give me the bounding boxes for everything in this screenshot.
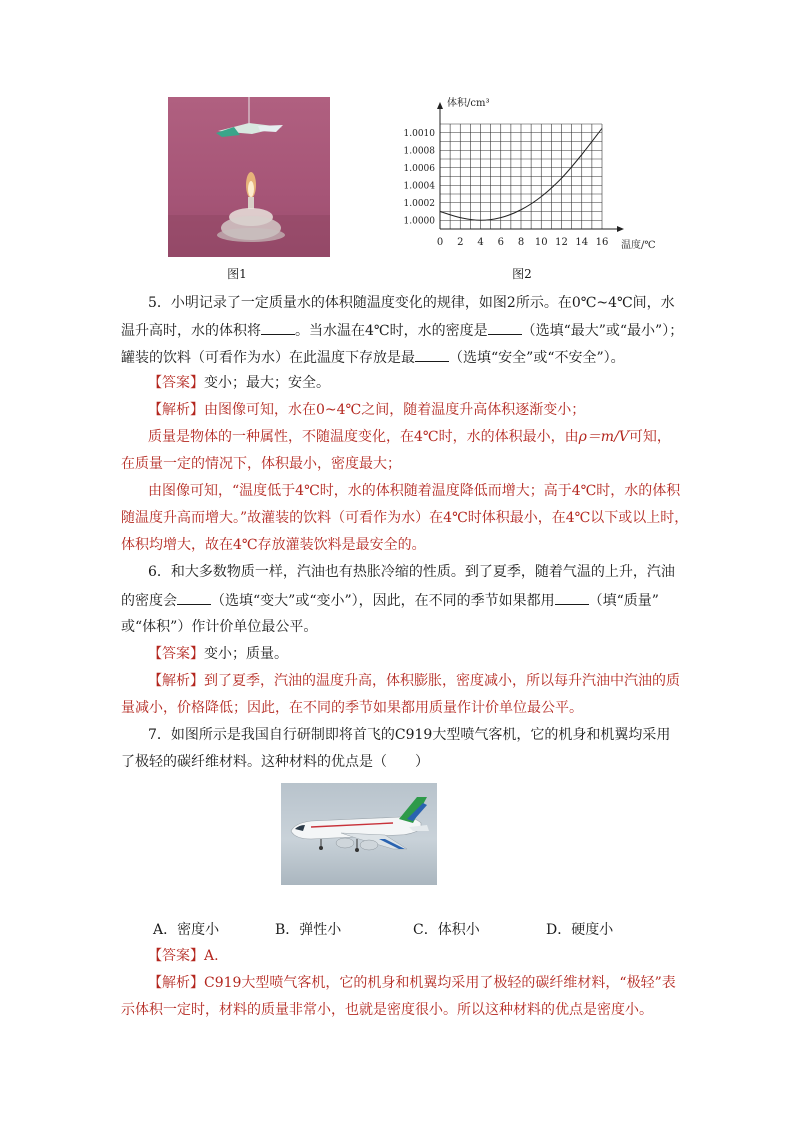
q7-answer — [148, 946, 219, 966]
q6-text: 的密度会 — [121, 593, 177, 609]
q6-analysis-1 — [148, 671, 680, 691]
density-formula: ρ＝m/V — [578, 429, 629, 445]
analysis-text: 质量是物体的一种属性，不随温度变化，在4℃时，水的体积最小，由 — [148, 429, 579, 445]
chart-x-axis-arrow — [617, 226, 624, 232]
answer-text: 变小；质量。 — [204, 646, 288, 662]
chart-x-tick-label: 10 — [534, 237, 548, 248]
answer-text: A. — [204, 948, 219, 964]
chart-x-tick-label: 16 — [595, 237, 609, 248]
option-c: C．体积小 — [413, 922, 480, 938]
answer-text: 变小；最大；安全。 — [204, 375, 330, 391]
q5-analysis-1 — [148, 400, 585, 420]
chart-tick-labels — [404, 129, 609, 248]
answer-tag: 【答案】 — [148, 948, 204, 964]
analysis-text: 可知， — [628, 429, 671, 445]
figure2-caption: 图2 — [512, 267, 532, 281]
answer-blank — [555, 590, 589, 605]
q5-line-2 — [121, 320, 683, 341]
option-b: B．弹性小 — [275, 922, 342, 938]
answer-blank — [177, 590, 211, 605]
q5-text: 罐装的饮料（可看作为水）在此温度下存放是最 — [121, 350, 415, 366]
analysis-tag: 【解析】 — [148, 975, 204, 991]
q5-line-1: 5．小明记录了一定质量水的体积随温度变化的规律，如图2所示。在0℃~4℃间，水 — [148, 295, 675, 311]
chart-y-axis-label: 体积/cm³ — [447, 98, 490, 109]
airplane-illustration — [281, 783, 437, 885]
volume-temperature-chart — [395, 92, 675, 262]
chart-y-axis-arrow — [437, 102, 443, 109]
q5-text: （选填“最大”或“最小”）； — [521, 323, 684, 339]
option-a: A．密度小 — [153, 922, 220, 938]
answer-blank — [261, 320, 295, 335]
q6-line-3: 或“体积”）作计价单位最公平。 — [121, 619, 318, 635]
chart-x-tick-label: 0 — [436, 237, 444, 248]
chart-y-tick-label: 1.0000 — [403, 216, 435, 227]
chart-x-tick-label: 12 — [555, 237, 568, 248]
q6-line-1: 6．和大多数物质一样，汽油也有热胀冷缩的性质。到了夏季，随着气温的上升，汽油 — [148, 564, 675, 580]
analysis-text: 由图像可知，水在0~4℃之间，随着温度升高体积逐渐变小； — [204, 402, 586, 418]
alcohol-lamp-illustration — [168, 97, 330, 257]
chart-y-tick-label: 1.0008 — [403, 146, 435, 157]
q5-analysis-3: 在质量一定的情况下，体积最小，密度最大； — [121, 456, 401, 472]
q6-answer — [148, 644, 288, 664]
chart-grid — [440, 124, 602, 229]
chart-y-tick-label: 1.0010 — [403, 128, 435, 139]
q7-line-1: 7．如图所示是我国自行研制即将首飞的C919大型喷气客机，它的机身和机翼均采用 — [148, 727, 671, 743]
q7-analysis-2: 示体积一定时，材料的质量非常小，也就是密度很小。所以这种材料的优点是密度小。 — [121, 1002, 653, 1018]
answer-blank — [415, 347, 449, 362]
q5-text: 温升高时，水的体积将 — [121, 323, 261, 339]
chart-x-tick-label: 4 — [477, 237, 484, 248]
q5-analysis-5: 随温度升高而增大。”故灌装的饮料（可看作为水）在4℃时体积最小，在4℃以下或以上时， — [121, 510, 689, 526]
q7-analysis-1 — [148, 973, 676, 993]
q5-line-3 — [121, 347, 625, 368]
q5-analysis-6: 体积均增大，故在4℃存放灌装饮料是最安全的。 — [121, 537, 426, 553]
q5-analysis-2 — [148, 427, 671, 447]
answer-tag: 【答案】 — [148, 375, 204, 391]
chart-y-tick-label: 1.0002 — [403, 198, 435, 209]
q5-answer — [148, 373, 330, 393]
chart-y-tick-label: 1.0006 — [403, 163, 435, 174]
analysis-text: C919大型喷气客机，它的机身和机翼均采用了极轻的碳纤维材料，“极轻”表 — [204, 975, 676, 991]
q6-analysis-2: 量减小，价格降低；因此，在不同的季节如果都用质量作计价单位最公平。 — [121, 700, 583, 716]
c919-airplane-photo — [281, 783, 437, 885]
q5-text: （选填“安全”或“不安全”）。 — [449, 350, 625, 366]
chart-x-axis-label: 温度/℃ — [621, 240, 656, 251]
chart-x-tick-label: 6 — [497, 237, 504, 248]
analysis-tag: 【解析】 — [148, 673, 204, 689]
chart-x-tick-label: 8 — [517, 237, 525, 248]
analysis-text: 到了夏季，汽油的温度升高，体积膨胀，密度减小，所以每升汽油中汽油的质 — [204, 673, 680, 689]
q6-text: （填“质量” — [588, 593, 659, 609]
figure1-caption: 图1 — [227, 267, 247, 281]
figure1-photo — [168, 97, 330, 257]
q6-text: （选填“变大”或“变小”），因此，在不同的季节如果都用 — [211, 593, 555, 609]
analysis-tag: 【解析】 — [148, 402, 204, 418]
chart-x-tick-label: 14 — [575, 237, 589, 248]
chart-axes — [437, 102, 624, 232]
answer-tag: 【答案】 — [148, 646, 204, 662]
chart-x-tick-label: 2 — [457, 237, 464, 248]
q5-analysis-4: 由图像可知，“温度低于4℃时，水的体积随着温度降低而增大；高于4℃时，水的体积 — [148, 483, 681, 499]
q5-text: 。当水温在4℃时，水的密度是 — [295, 323, 488, 339]
answer-blank — [488, 320, 522, 335]
chart-y-tick-label: 1.0004 — [403, 181, 435, 192]
option-d: D．硬度小 — [546, 922, 614, 938]
q6-line-2 — [121, 590, 659, 611]
q7-line-2: 了极轻的碳纤维材料。这种材料的优点是（ ） — [121, 754, 429, 770]
